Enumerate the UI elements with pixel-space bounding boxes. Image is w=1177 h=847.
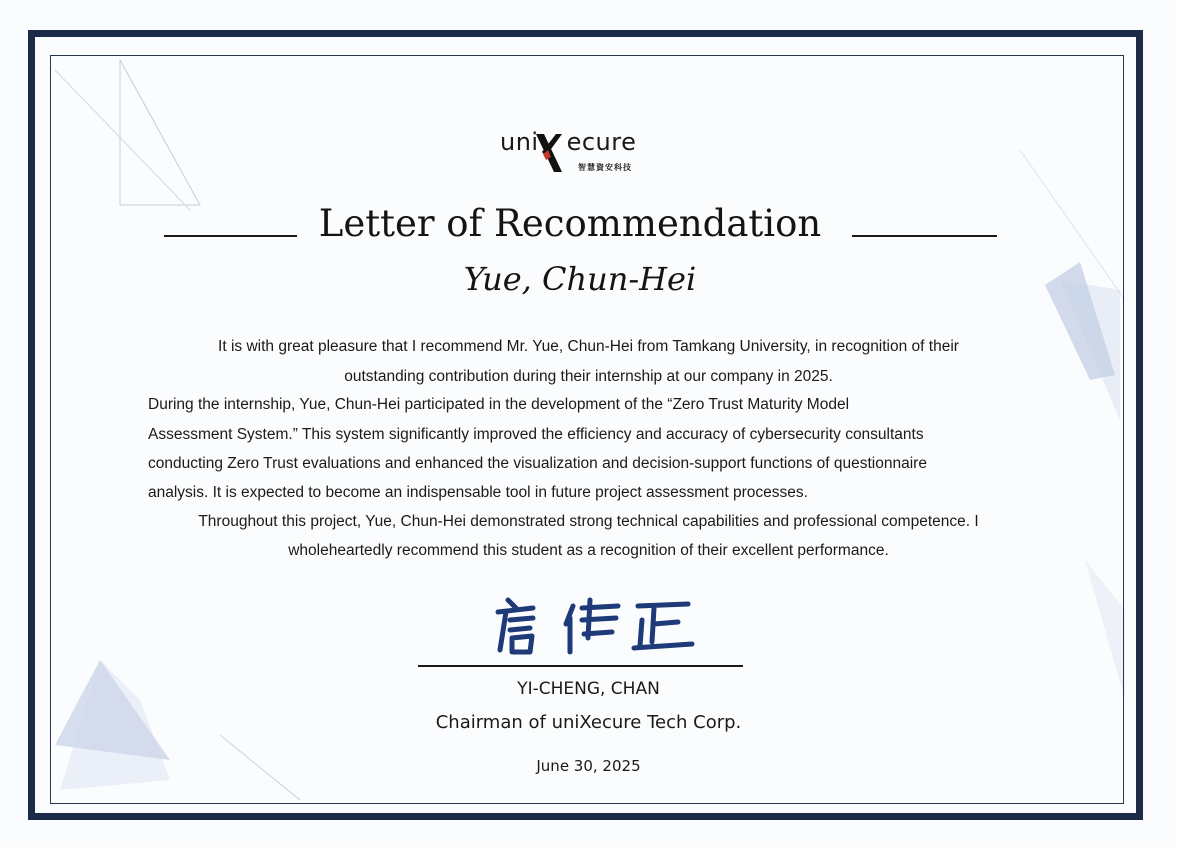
handwritten-signature <box>478 590 708 660</box>
signature-line <box>418 665 743 667</box>
body-line: Throughout this project, Yue, Chun-Hei demonstrated strong technical capabilities and professional competence. I <box>198 513 979 530</box>
title-rule-left <box>164 235 297 237</box>
body-line: During the internship, Yue, Chun-Hei participated in the development of the “Zero Trust Maturity Model <box>148 396 850 413</box>
body-line: wholeheartedly recommend this student as a recognition of their excellent performance. <box>288 542 889 559</box>
logo-wordmark: uni ecure <box>500 128 637 156</box>
letter-date: June 30, 2025 <box>536 757 641 775</box>
body-line: analysis. It is expected to become an indispensable tool in future project assessment processes. <box>148 484 808 501</box>
recipient-name: Yue, Chun-Hei <box>463 260 697 298</box>
body-line: It is with great pleasure that I recommend Mr. Yue, Chun-Hei from Tamkang University, in recognition of their <box>218 338 959 355</box>
company-logo <box>500 128 645 178</box>
body-line: Assessment System.” This system significantly improved the efficiency and accuracy of cybersecurity consultants <box>148 426 924 443</box>
logo-subtitle: 智慧資安科技 <box>578 163 632 172</box>
body-line: conducting Zero Trust evaluations and enhanced the visualization and decision-support functions of questionnaire <box>148 455 927 472</box>
signer-name: YI-CHENG, CHAN <box>517 679 660 699</box>
body-line: outstanding contribution during their internship at our company in 2025. <box>344 368 833 385</box>
signer-title: Chairman of uniXecure Tech Corp. <box>435 712 742 733</box>
page-title: Letter of Recommendation <box>318 202 822 245</box>
title-rule-right <box>852 235 997 237</box>
